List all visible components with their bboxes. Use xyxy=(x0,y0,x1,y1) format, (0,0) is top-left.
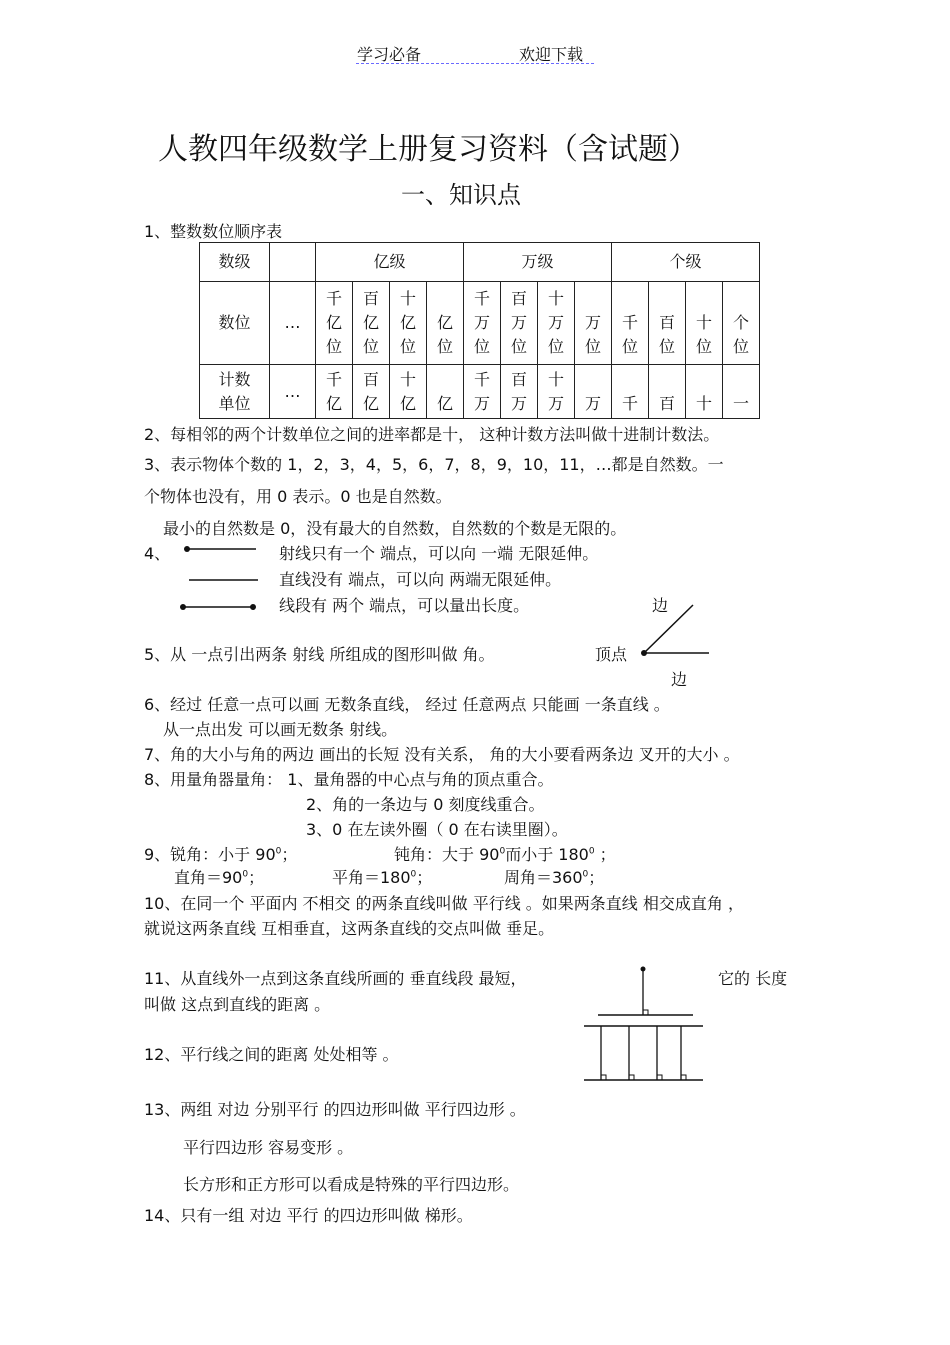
level-yi: 亿级 xyxy=(316,243,464,282)
item-10-a: 10、在同一个 平面内 不相交 的两条直线叫做 平行线 。如果两条直线 相交成直角 ， xyxy=(144,894,744,913)
unit-cell: 百万 xyxy=(511,369,528,413)
unit-cell: 千亿 xyxy=(326,369,343,413)
item-9-round: 周角$=360^0$； xyxy=(504,868,605,887)
segment-diagram xyxy=(180,604,256,610)
place-cell: 亿位 xyxy=(437,313,454,356)
item-13-c: 长方形和正方形可以看成是特殊的平行四边形。 xyxy=(183,1175,520,1194)
place-cell: 百万位 xyxy=(511,289,528,356)
item-5: 5、从 一点引出两条 射线 所组成的图形叫做 角。 xyxy=(144,645,495,664)
angle-vertex-label: 顶点 xyxy=(595,645,628,664)
item-11-a: 11、从直线外一点到这条直线所画的 垂直线段 最短， xyxy=(144,969,527,988)
unit-cell: 十亿 xyxy=(400,369,417,413)
header-left: 学习必备 xyxy=(357,45,422,64)
item-6-b: 从一点出发 可以画无数条 射线。 xyxy=(163,720,398,739)
place-cell: 百位 xyxy=(659,313,676,356)
item-2: 2、每相邻的两个计数单位之间的进率都是十， 这种计数方法叫做十进制计数法。 xyxy=(144,425,720,444)
page-title: 人教四年级数学上册复习资料（含试题） xyxy=(158,132,698,167)
level-wan: 万级 xyxy=(464,243,612,282)
unit-cell: 十 xyxy=(696,393,713,413)
item-11-b: 它的 长度 xyxy=(718,969,788,988)
unit-ellipsis: … xyxy=(270,365,316,419)
item-8-a: 8、用量角器量角： 1、量角器的中心点与角的顶点重合。 xyxy=(144,770,554,789)
place-cell: 千亿位 xyxy=(326,289,343,356)
place-cell: 个位 xyxy=(733,313,750,356)
item-3-c: 最小的自然数是 0，没有最大的自然数，自然数的个数是无限的。 xyxy=(163,519,627,538)
item-13-a: 13、两组 对边 分别平行 的四边形叫做 平行四边形 。 xyxy=(144,1100,526,1119)
angle-side-bottom: 边 xyxy=(671,670,688,689)
item-9-obtuse: 钝角：大于 $90^0$而小于 $180^0$ ； xyxy=(394,845,616,864)
unit-cell: 千 xyxy=(622,393,639,413)
item-8-c: 3、0 在左读外圈（ 0 在右读里圈）。 xyxy=(306,820,568,839)
unit-label: 计数 单位 xyxy=(200,365,270,419)
item-3-a: 3、表示物体个数的 1，2，3，4，5，6，7，8，9，10，11，…都是自然数。一 xyxy=(144,455,724,474)
item-7: 7、角的大小与角的两边 画出的长短 没有关系， 角的大小要看两条边 叉开的大小 。 xyxy=(144,745,740,764)
place-cell: 百亿位 xyxy=(363,289,380,356)
item-4-line: 直线没有 端点，可以向 两端无限延伸。 xyxy=(279,570,562,589)
unit-cell: 万 xyxy=(585,393,602,413)
place-cell: 十万位 xyxy=(548,289,565,356)
angle-diagram xyxy=(641,605,709,656)
item-1: 1、整数数位顺序表 xyxy=(144,222,283,241)
place-cell: 十位 xyxy=(696,313,713,356)
item-11-c: 叫做 这点到直线的距离 。 xyxy=(144,995,331,1014)
item-3-b: 个物体也没有，用 0 表示。0 也是自然数。 xyxy=(144,487,452,506)
unit-cell: 百亿 xyxy=(363,369,380,413)
item-4-segment: 线段有 两个 端点，可以量出长度。 xyxy=(279,596,530,615)
section-title: 一、知识点 xyxy=(401,181,521,209)
unit-cell: 千万 xyxy=(474,369,491,413)
item-12: 12、平行线之间的距离 处处相等 。 xyxy=(144,1045,399,1064)
item-9-straight: 平角$=180^0$； xyxy=(332,868,433,887)
item-8-b: 2、角的一条边与 0 刻度线重合。 xyxy=(306,795,545,814)
perpendicular-diagram xyxy=(598,967,693,1016)
item-13-b: 平行四边形 容易变形 。 xyxy=(183,1138,354,1157)
item-6-a: 6、经过 任意一点可以画 无数条直线， 经过 任意两点 只能画 一条直线 。 xyxy=(144,695,670,714)
unit-cell: 一 xyxy=(733,393,750,413)
unit-cell: 亿 xyxy=(437,393,454,413)
unit-cell: 十万 xyxy=(548,369,565,413)
place-label: 数位 xyxy=(200,282,270,365)
item-10-b: 就说这两条直线 互相垂直，这两条直线的交点叫做 垂足。 xyxy=(144,919,555,938)
place-ellipsis: … xyxy=(270,282,316,365)
item-4-ray: 射线只有一个 端点，可以向 一端 无限延伸。 xyxy=(279,544,599,563)
header-right: 欢迎下载 xyxy=(519,45,584,64)
place-cell: 千万位 xyxy=(474,289,491,356)
place-cell: 千位 xyxy=(622,313,639,356)
level-ge: 个级 xyxy=(612,243,760,282)
item-9-right: 直角$=90^0$； xyxy=(174,868,265,887)
place-cell: 十亿位 xyxy=(400,289,417,356)
unit-cell: 百 xyxy=(659,393,676,413)
ray-diagram xyxy=(184,546,256,552)
item-9-acute: 9、锐角：小于 $90^0$； xyxy=(144,845,298,864)
angle-side-top: 边 xyxy=(652,596,669,615)
place-cell: 万位 xyxy=(585,313,602,356)
item-14: 14、只有一组 对边 平行 的四边形叫做 梯形。 xyxy=(144,1206,473,1225)
level-label: 数级 xyxy=(200,243,270,282)
item-4-number: 4、 xyxy=(144,544,171,563)
parallel-lines-diagram xyxy=(584,1026,703,1080)
